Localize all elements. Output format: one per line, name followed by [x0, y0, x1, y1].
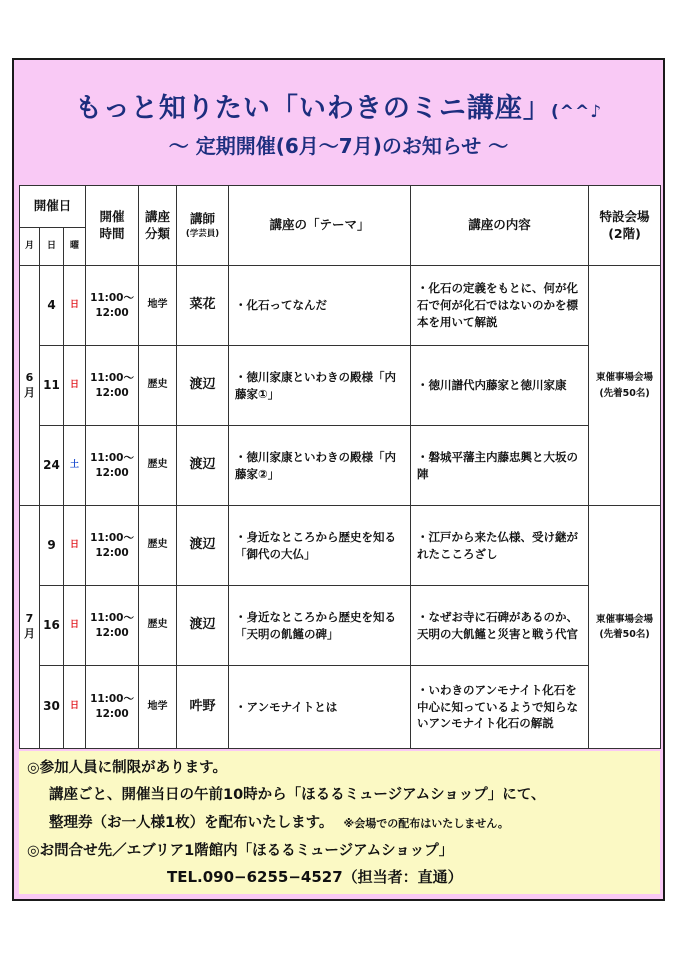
time-cell: 11:00～ 12:00: [86, 586, 139, 666]
table-row: [20, 266, 661, 346]
lecturer-cell: 渡辺: [177, 586, 229, 666]
info-ticket-distribution: 講座ごと、開催当日の午前10時から「ほるるミュージアムショップ」にて、: [49, 787, 546, 803]
category-cell: 地学: [139, 266, 177, 346]
title-face: (^^♪: [550, 102, 603, 122]
schedule-table: [19, 185, 661, 749]
month-cell: 6月: [20, 266, 40, 506]
category-cell: 地学: [139, 666, 177, 749]
header-day: 日: [40, 228, 64, 266]
day-cell: 30: [40, 666, 64, 749]
weekday-cell: 日: [64, 346, 86, 426]
category-cell: 歴史: [139, 346, 177, 426]
poster-frame: [12, 58, 665, 901]
info-box: [19, 751, 660, 894]
table-row: [20, 666, 661, 749]
lecturer-cell: 菜花: [177, 266, 229, 346]
theme-cell: ・徳川家康といわきの殿様「内藤家②」: [229, 426, 411, 506]
header-row-1: [20, 186, 661, 228]
day-cell: 16: [40, 586, 64, 666]
day-cell: 9: [40, 506, 64, 586]
info-contact: ◎お問合せ先／エブリア1階館内「ほるるミュージアムショップ」: [27, 843, 454, 859]
content-cell: ・徳川譜代内藤家と徳川家康: [411, 346, 589, 426]
header-theme: 講座の「テーマ」: [229, 186, 411, 266]
theme-cell: ・化石ってなんだ: [229, 266, 411, 346]
day-cell: 24: [40, 426, 64, 506]
info-participant-limit: ◎参加人員に制限があります。: [27, 760, 227, 776]
table-row: [20, 426, 661, 506]
table-row: [20, 586, 661, 666]
venue-cell: 東催事場会場 (先着50名): [589, 266, 661, 506]
poster-subtitle: ～ 定期開催(6月～7月)のお知らせ ～: [168, 134, 509, 158]
category-cell: 歴史: [139, 506, 177, 586]
weekday-cell: 日: [64, 266, 86, 346]
time-cell: 11:00～ 12:00: [86, 346, 139, 426]
day-cell: 4: [40, 266, 64, 346]
content-cell: ・なぜお寺に石碑があるのか、天明の大飢饉と災害と戦う代官: [411, 586, 589, 666]
lecturer-cell: 吽野: [177, 666, 229, 749]
info-ticket-line: [49, 811, 509, 832]
info-ticket-text: 整理券（お一人様1枚）を配布いたします。: [49, 815, 334, 831]
table-row: [20, 346, 661, 426]
month-cell: 7月: [20, 506, 40, 749]
content-cell: ・磐城平藩主内藤忠興と大坂の陣: [411, 426, 589, 506]
time-cell: 11:00～ 12:00: [86, 506, 139, 586]
header-lecturer: 講師 (学芸員): [177, 186, 229, 266]
header-venue: 特設会場(2階): [589, 186, 661, 266]
category-cell: 歴史: [139, 586, 177, 666]
category-cell: 歴史: [139, 426, 177, 506]
content-cell: ・江戸から来た仏様、受け継がれたこころざし: [411, 506, 589, 586]
table-row: [20, 506, 661, 586]
title-main: もっと知りたい「いわきのミニ講座」: [74, 93, 551, 124]
weekday-cell: 日: [64, 506, 86, 586]
lecturer-cell: 渡辺: [177, 506, 229, 586]
weekday-cell: 日: [64, 586, 86, 666]
theme-cell: ・アンモナイトとは: [229, 666, 411, 749]
content-cell: ・いわきのアンモナイト化石を中心に知っているようで知らないアンモナイト化石の解説: [411, 666, 589, 749]
lecturer-cell: 渡辺: [177, 346, 229, 426]
content-cell: ・化石の定義をもとに、何が化石で何が化石ではないのかを標本を用いて解説: [411, 266, 589, 346]
header-date-group: 開催日: [20, 186, 86, 228]
lecturer-cell: 渡辺: [177, 426, 229, 506]
weekday-cell: 日: [64, 666, 86, 749]
header-content: 講座の内容: [411, 186, 589, 266]
header-category: 講座分類: [139, 186, 177, 266]
time-cell: 11:00～ 12:00: [86, 266, 139, 346]
poster-title: [14, 86, 663, 125]
weekday-cell: 土: [64, 426, 86, 506]
theme-cell: ・身近なところから歴史を知る「御代の大仏」: [229, 506, 411, 586]
time-cell: 11:00～ 12:00: [86, 426, 139, 506]
schedule-table-container: [19, 185, 660, 748]
header-time: 開催時間: [86, 186, 139, 266]
info-note: ※会場での配布はいたしません。: [343, 817, 509, 830]
header-month: 月: [20, 228, 40, 266]
day-cell: 11: [40, 346, 64, 426]
theme-cell: ・徳川家康といわきの殿様「内藤家①」: [229, 346, 411, 426]
info-phone: TEL.090−6255−4527（担当者：直通）: [167, 868, 463, 886]
header-weekday: 曜: [64, 228, 86, 266]
theme-cell: ・身近なところから歴史を知る「天明の飢饉の碑」: [229, 586, 411, 666]
time-cell: 11:00～ 12:00: [86, 666, 139, 749]
venue-cell: 東催事場会場 (先着50名): [589, 506, 661, 749]
